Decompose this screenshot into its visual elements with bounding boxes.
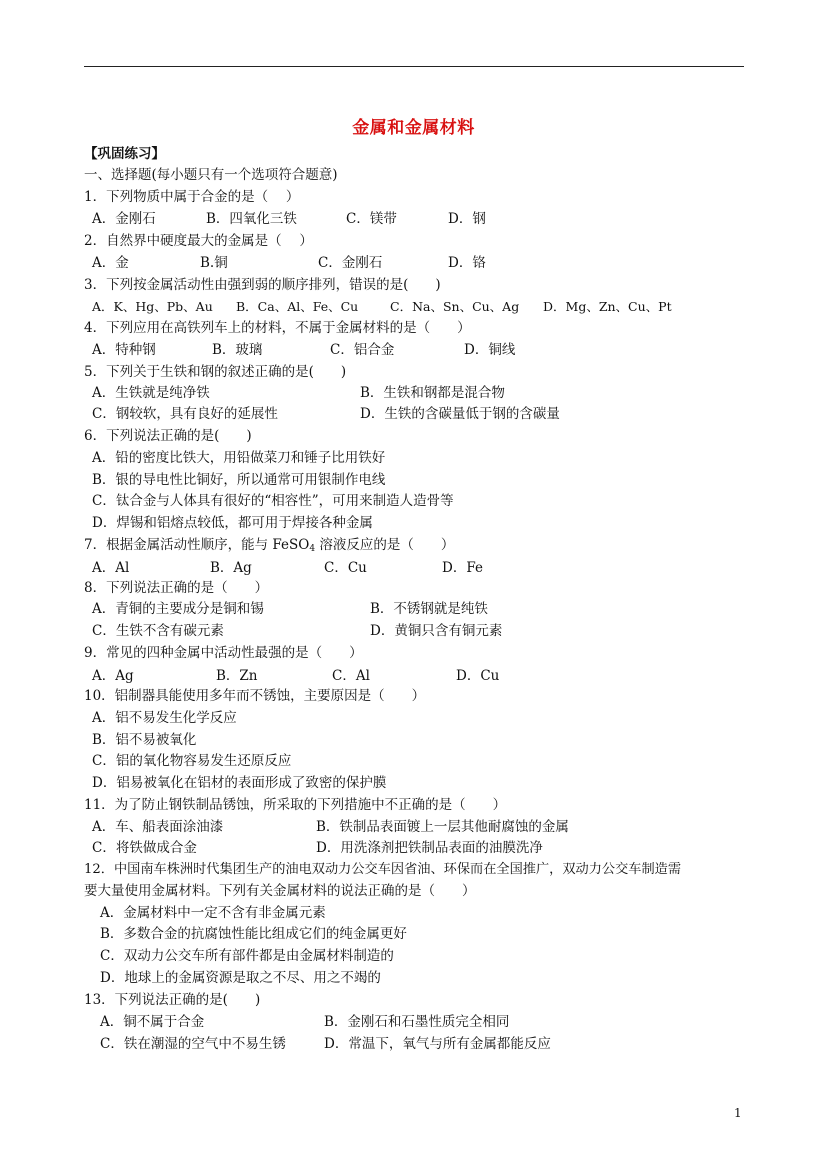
q10-option-b: B．铝不易被氧化 <box>92 732 197 748</box>
q11-option-a: A．车、船表面涂油漆 <box>92 819 224 835</box>
question-11-stem: 11．为了防止钢铁制品锈蚀，所采取的下列措施中不正确的是（ ） <box>84 797 507 813</box>
question-9-stem: 9．常见的四种金属中活动性最强的是（ ） <box>84 645 363 661</box>
q8-option-a: A．青铜的主要成分是铜和锡 <box>92 601 264 617</box>
question-1-stem: 1．下列物质中属于合金的是（ ） <box>84 189 300 205</box>
q12-option-b: B．多数合金的抗腐蚀性能比组成它们的纯金属更好 <box>100 926 407 942</box>
q7-stem-pre: 7．根据金属活动性顺序，能与 FeSO <box>84 537 310 553</box>
q10-option-c: C．铝的氧化物容易发生还原反应 <box>92 753 292 769</box>
q3-option-a: A．K、Hg、Pb、Au <box>92 299 213 314</box>
page-number: 1 <box>734 1106 742 1120</box>
question-8-stem: 8．下列说法正确的是（ ） <box>84 580 269 596</box>
q3-option-c: C．Na、Sn、Cu、Ag <box>390 299 520 314</box>
q11-option-b: B．铁制品表面镀上一层其他耐腐蚀的金属 <box>316 819 569 835</box>
q4-option-c: C．铝合金 <box>330 342 395 358</box>
part-heading: 一、选择题(每小题只有一个选项符合题意) <box>84 167 338 183</box>
question-7-stem <box>84 535 454 559</box>
section-heading: 【巩固练习】 <box>84 146 165 162</box>
question-6-stem: 6．下列说法正确的是( ) <box>84 428 252 444</box>
question-13-stem: 13．下列说法正确的是( ) <box>84 992 261 1008</box>
q2-option-c: C．金刚石 <box>318 255 383 271</box>
q7-option-d: D．Fe <box>442 560 483 576</box>
q10-option-d: D．铝易被氧化在铝材的表面形成了致密的保护膜 <box>92 775 387 791</box>
q9-option-b: B．Zn <box>216 668 258 684</box>
q6-option-d: D．焊锡和铝熔点较低，都可用于焊接各种金属 <box>92 515 373 531</box>
q5-option-c: C．钢较软，具有良好的延展性 <box>92 406 278 422</box>
q2-option-a: A．金 <box>92 255 129 271</box>
q4-option-b: B．玻璃 <box>212 342 263 358</box>
q9-option-c: C．Al <box>332 668 370 684</box>
q4-option-d: D．铜线 <box>464 342 516 358</box>
q2-option-b: B.铜 <box>200 255 228 271</box>
q6-option-a: A．铅的密度比铁大，用铅做菜刀和锤子比用铁好 <box>92 450 386 466</box>
q4-option-a: A．特种钢 <box>92 342 156 358</box>
question-4-stem: 4．下列应用在高铁列车上的材料，不属于金属材料的是（ ） <box>84 320 471 336</box>
q5-option-b: B．生铁和钢都是混合物 <box>360 385 505 401</box>
question-3-stem: 3．下列按金属活动性由强到弱的顺序排列，错误的是( ) <box>84 277 441 293</box>
q9-option-a: A．Ag <box>92 668 134 684</box>
q13-option-a: A．铜不属于合金 <box>100 1014 205 1030</box>
q9-option-d: D．Cu <box>456 668 500 684</box>
q6-option-b: B．银的导电性比铜好，所以通常可用银制作电线 <box>92 472 386 488</box>
q13-option-b: B．金刚石和石墨性质完全相同 <box>324 1014 510 1030</box>
question-12-stem: 12．中国南车株洲时代集团生产的油电双动力公交车因省油、环保而在全国推广，双动力公交车制造需 <box>84 862 682 877</box>
question-10-stem: 10．铝制器具能使用多年而不锈蚀，主要原因是（ ） <box>84 688 426 704</box>
q5-option-d: D．生铁的含碳量低于钢的含碳量 <box>360 406 560 422</box>
q10-option-a: A．铝不易发生化学反应 <box>92 710 237 726</box>
q13-option-c: C．铁在潮湿的空气中不易生锈 <box>100 1036 286 1052</box>
question-5-stem: 5．下列关于生铁和钢的叙述正确的是( ) <box>84 364 347 380</box>
q6-option-c: C．钛合金与人体具有很好的“相容性”，可用来制造人造骨等 <box>92 493 454 509</box>
q7-stem-subscript: 4 <box>309 544 316 554</box>
q3-option-b: B．Ca、Al、Fe、Cu <box>236 299 359 314</box>
q3-option-d: D．Mg、Zn、Cu、Pt <box>543 299 672 314</box>
question-12-stem-cont: 要大量使用金属材料。下列有关金属材料的说法正确的是（ ） <box>84 883 476 899</box>
q1-option-d: D．钢 <box>448 211 486 227</box>
question-2-stem: 2．自然界中硬度最大的金属是（ ） <box>84 233 313 249</box>
q7-option-c: C．Cu <box>324 560 367 576</box>
q8-option-d: D．黄铜只含有铜元素 <box>370 623 503 639</box>
header-rule <box>84 66 744 67</box>
q13-option-d: D．常温下，氧气与所有金属都能反应 <box>324 1036 551 1052</box>
q1-option-c: C．镁带 <box>346 211 397 227</box>
q7-stem-post: 溶液反应的是（ ） <box>315 537 455 553</box>
q7-option-a: A．Al <box>92 560 130 576</box>
q2-option-d: D．铬 <box>448 255 486 271</box>
page-title: 金属和金属材料 <box>352 118 475 138</box>
q12-option-a: A．金属材料中一定不含有非金属元素 <box>100 905 326 921</box>
q1-option-b: B．四氧化三铁 <box>206 211 297 227</box>
q7-option-b: B．Ag <box>210 560 252 576</box>
q8-option-b: B．不锈钢就是纯铁 <box>370 601 488 617</box>
q1-option-a: A．金刚石 <box>92 211 156 227</box>
q8-option-c: C．生铁不含有碳元素 <box>92 623 224 639</box>
q11-option-d: D．用洗涤剂把铁制品表面的油膜洗净 <box>316 840 543 856</box>
q11-option-c: C．将铁做成合金 <box>92 840 197 856</box>
q12-option-d: D．地球上的金属资源是取之不尽、用之不竭的 <box>100 970 381 986</box>
q12-option-c: C．双动力公交车所有部件都是由金属材料制造的 <box>100 948 394 964</box>
q5-option-a: A．生铁就是纯净铁 <box>92 385 210 401</box>
